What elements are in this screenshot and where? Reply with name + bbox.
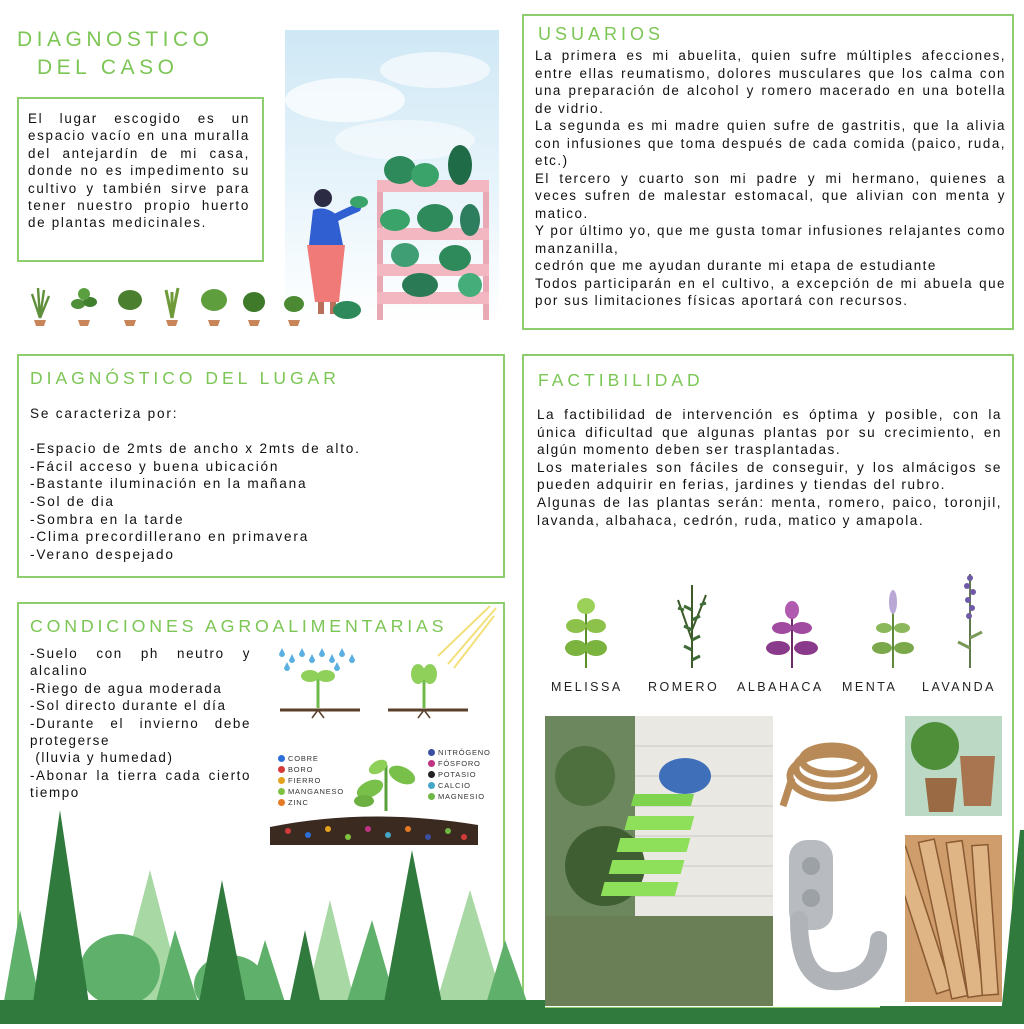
- lugar-item: -Bastante iluminación en la mañana: [30, 476, 308, 492]
- plant-label-melissa: MELISSA: [551, 680, 623, 694]
- herb-menta-illustration: [870, 586, 916, 670]
- nutrient-label: NITRÓGENO: [438, 748, 491, 757]
- plant-label-menta: MENTA: [842, 680, 898, 694]
- nutrient-label: POTASIO: [438, 770, 477, 779]
- nutrient-item: [278, 775, 344, 786]
- plant-growth-illustration: [268, 604, 500, 724]
- nutrient-dot-icon: [428, 749, 435, 756]
- nutrient-label: CALCIO: [438, 781, 471, 790]
- condiciones-item: -Suelo con ph neutro y alcalino: [30, 646, 251, 679]
- wall-garden-photo: [545, 716, 773, 1006]
- lugar-item: -Sombra en la tarde: [30, 511, 185, 527]
- nutrient-label: MANGANESO: [288, 787, 344, 796]
- nutrient-dot-icon: [428, 771, 435, 778]
- condiciones-list: [30, 645, 251, 802]
- nutrient-item: [278, 764, 344, 775]
- nutrient-label: FIERRO: [288, 776, 322, 785]
- factibilidad-title: FACTIBILIDAD: [538, 370, 704, 390]
- herb-lavanda-illustration: [950, 568, 990, 670]
- rope-photo: [777, 716, 887, 826]
- usuarios-paragraph-1: La primera es mi abuelita, quien sufre múltiples afecciones, entre ellas reumatismo, dolores musculares que los calma con una preparación de alcohol y romero macerado en una botella de vidrio.: [535, 48, 1006, 116]
- plant-label-lavanda: LAVANDA: [922, 680, 997, 694]
- usuarios-paragraph-2: La segunda es mi madre quien sufre de gastritis, que la alivia con infusiones que toma después de cada comida (paico, ruda, etc.): [535, 118, 1006, 168]
- forest-right-bottom: [880, 810, 1024, 1024]
- herb-romero-illustration: [666, 580, 718, 670]
- hook-photo: [777, 830, 887, 1002]
- nutrient-dot-icon: [428, 760, 435, 767]
- hero-illustration: [285, 30, 499, 322]
- potted-plants-row: [22, 280, 312, 326]
- condiciones-item: -Durante el invierno debe protegerse: [30, 715, 251, 749]
- nutrient-item: [428, 747, 491, 758]
- caso-title-line2: DEL CASO: [37, 56, 179, 79]
- peat-pots-photo: [905, 716, 1002, 816]
- nutrient-label: ZINC: [288, 798, 309, 807]
- nutrient-label: COBRE: [288, 754, 319, 763]
- nutrient-dot-icon: [278, 777, 285, 784]
- usuarios-paragraph-5: cedrón que me ayudan durante mi etapa de estudiante: [535, 258, 937, 273]
- nutrient-label: BORO: [288, 765, 314, 774]
- usuarios-paragraph-4: Y por último yo, que me gusta tomar infusiones relajantes como manzanilla,: [535, 223, 1006, 256]
- nutrient-label: FÓSFORO: [438, 759, 481, 768]
- factibilidad-text: [537, 406, 1002, 529]
- lugar-item: -Fácil acceso y buena ubicación: [30, 458, 280, 474]
- condiciones-title: CONDICIONES AGROALIMENTARIAS: [30, 616, 448, 636]
- forest-silhouette: [0, 790, 545, 1024]
- nutrient-item: [278, 753, 344, 764]
- nutrient-item: [428, 769, 491, 780]
- plant-label-albahaca: ALBAHACA: [737, 680, 824, 694]
- caso-text: El lugar escogido es un espacio vacío en una muralla del antejardín de mi casa, donde no es impedimento su cultivo y también sirve para tener nuestro propio huerto de plantas medicinales.: [28, 111, 250, 231]
- nutrient-dot-icon: [278, 766, 285, 773]
- nutrient-item: [428, 758, 491, 769]
- factibilidad-paragraph-1: La factibilidad de intervención es óptima y posible, con la única dificultad que algunas plantas por su crecimiento, en algún momento deben ser trasplantadas.: [537, 407, 1002, 458]
- condiciones-item: -Abonar la tierra cada cierto tiempo: [30, 767, 251, 801]
- lugar-list: [30, 405, 361, 563]
- factibilidad-paragraph-3: Algunas de las plantas serán: menta, romero, paico, toronjil, lavanda, albahaca, cedrón, ruda, matico y amapola.: [537, 494, 1002, 528]
- herb-albahaca-illustration: [764, 598, 820, 670]
- nutrient-label: MAGNESIO: [438, 792, 485, 801]
- lugar-item: -Clima precordillerano en primavera: [30, 529, 310, 545]
- condiciones-item: -Sol directo durante el día: [30, 698, 227, 714]
- lugar-title: DIAGNÓSTICO DEL LUGAR: [30, 368, 340, 388]
- footer-ground-strip: [0, 1008, 1024, 1024]
- plant-label-romero: ROMERO: [648, 680, 720, 694]
- usuarios-paragraph-3: El tercero y cuarto son mi padre y mi hermano, quienes a veces sufren de malestar estomacal, que alivian con menta y matico.: [535, 170, 1006, 221]
- lugar-item: -Espacio de 2mts de ancho x 2mts de alto.: [30, 441, 361, 457]
- factibilidad-paragraph-2: Los materiales son fáciles de conseguir, y los almácigos se pueden adquirir en ferias, jardines y tiendas del rubro.: [537, 459, 1002, 493]
- herb-melissa-illustration: [560, 590, 612, 670]
- lugar-intro: Se caracteriza por:: [30, 406, 179, 421]
- lugar-item: -Verano despejado: [30, 546, 175, 562]
- condiciones-item: -Riego de agua moderada: [30, 680, 223, 696]
- nutrient-dot-icon: [278, 755, 285, 762]
- usuarios-text: [535, 47, 1006, 310]
- usuarios-title: USUARIOS: [538, 24, 665, 44]
- lugar-item: -Sol de dia: [30, 493, 115, 509]
- caso-title-line1: DIAGNOSTICO: [17, 28, 214, 51]
- condiciones-item: (lluvia y humedad): [30, 750, 174, 766]
- nutrient-dot-icon: [428, 782, 435, 789]
- usuarios-paragraph-6: Todos participarán en el cultivo, a excepción de mi abuela que por sus limitaciones físicas aportará con recursos.: [535, 275, 1006, 308]
